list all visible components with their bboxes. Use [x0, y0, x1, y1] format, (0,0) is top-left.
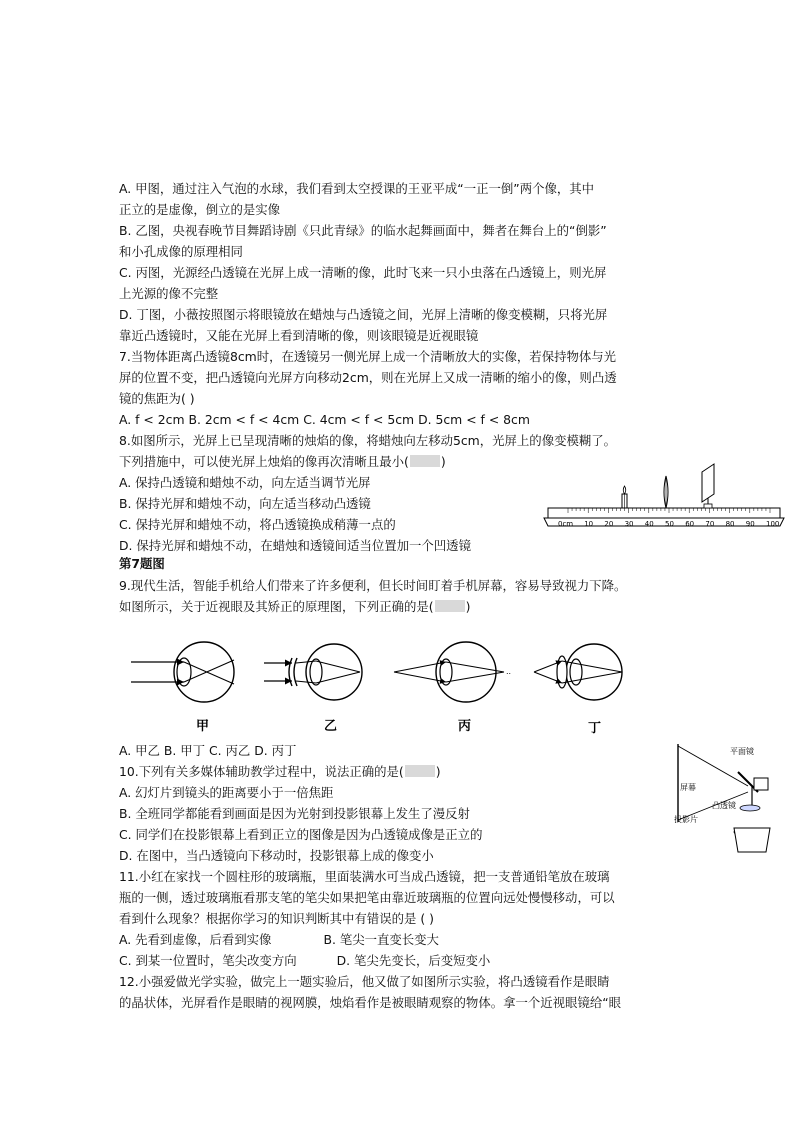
eye-diagram-bing: [394, 642, 511, 734]
q12-stem-line2: 的晶状体，光屏看作是眼睛的视网膜，烛焰看作是被眼睛观察的物体。拿一个近视眼镜给“眼: [119, 995, 622, 1010]
eye-diagram-ding: [534, 644, 622, 736]
q6-option-a-line2: 正立的是虚像，倒立的是实像: [119, 202, 281, 217]
projector-figure: [672, 742, 784, 854]
q11-stem-line3: 看到什么现象？根据你学习的知识判断其中有错误的是 ( ): [119, 911, 434, 926]
q12-stem-line1: 12.小强爱做光学实验，做完上一题实验后，他又做了如图所示实验，将凸透镜看作是眼睛: [119, 974, 610, 989]
ruler-tick-label: 30: [624, 520, 634, 528]
optical-bench-figure: [538, 456, 790, 534]
eye-diagrams-figure: [126, 632, 646, 740]
label-slide: 投影片: [674, 815, 698, 824]
q11-option-c: C. 到某一位置时，笔尖改变方向: [119, 953, 297, 968]
label-screen: 屏幕: [680, 783, 696, 792]
q11-option-a: A. 先看到虚像，后看到实像: [119, 932, 272, 947]
convex-lens-icon: [664, 476, 668, 508]
eye-diagram-yi: [264, 644, 362, 734]
light-screen-icon: [702, 464, 714, 508]
q11-stem-line2: 瓶的一侧，透过玻璃瓶看那支笔的笔尖如果把笔由靠近玻璃瓶的位置向远处慢慢移动，可以: [119, 890, 615, 905]
q6-option-c-line1: C. 丙图，光源经凸透镜在光屏上成一清晰的像，此时飞来一只小虫落在凸透镜上，则光屏: [119, 265, 607, 280]
q8-option-b: B. 保持光屏和蜡烛不动，向左适当移动凸透镜: [119, 496, 371, 511]
q11-options-cd: [119, 953, 490, 969]
label-jia: 甲: [196, 719, 210, 734]
q6-option-b-line1: B. 乙图，央视春晚节目舞蹈诗剧《只此青绿》的临水起舞画面中，舞者在舞台上的“倒影”: [119, 223, 607, 238]
label-ding: 丁: [588, 721, 602, 736]
ruler-tick-label: 90: [745, 520, 755, 528]
ruler-tick-label: 10: [584, 520, 594, 528]
label-bing: 丙: [458, 719, 472, 734]
q6-option-d-line2: 靠近凸透镜时，又能在光屏上看到清晰的像，则该眼镜是近视眼镜: [119, 328, 479, 343]
ruler-unit-label: 0cm: [558, 520, 574, 528]
q8-stem-close: ): [440, 454, 446, 469]
q10-option-d: D. 在图中，当凸透镜向下移动时，投影银幕上成的像变小: [119, 848, 434, 863]
q11-option-d: D. 笔尖先变长，后变短变小: [336, 953, 491, 968]
q9-stem-close: ): [465, 599, 471, 614]
q9-stem-text: 如图所示，关于近视眼及其矫正的原理图，下列正确的是(: [119, 599, 434, 614]
q10-stem-text: 10.下列有关多媒体辅助教学过程中，说法正确的是(: [119, 764, 404, 779]
label-mirror: 平面镜: [730, 747, 754, 756]
ruler-tick-label: 60: [685, 520, 695, 528]
q9-answer-blank: [435, 600, 465, 612]
q7-stem-line1: 7.当物体距离凸透镜8cm时，在透镜另一侧光屏上成一个清晰放大的实像，若保持物体与光: [119, 349, 617, 364]
ruler-tick-label: 40: [644, 520, 654, 528]
eye-diagram-jia: [131, 642, 234, 734]
q10-option-c: C. 同学们在投影银幕上看到正立的图像是因为凸透镜成像是正立的: [119, 827, 483, 842]
q10-answer-blank: [405, 765, 435, 777]
q8-option-a: A. 保持凸透镜和蜡烛不动，向左适当调节光屏: [119, 475, 371, 490]
candle-icon: [622, 486, 627, 508]
q9-stem-line2: [119, 599, 470, 615]
q10-stem: [119, 764, 441, 780]
q7-stem-line2: 屏的位置不变，把凸透镜向光屏方向移动2cm，则在光屏上又成一清晰的缩小的像，则凸透: [119, 370, 617, 385]
q8-option-c: C. 保持光屏和蜡烛不动，将凸透镜换成稍薄一点的: [119, 517, 396, 532]
q9-stem-line1: 9.现代生活，智能手机给人们带来了许多便利，但长时间盯着手机屏幕，容易导致视力下降。: [119, 578, 627, 593]
label-lens: 凸透镜: [712, 801, 736, 810]
ruler-tick-label: 50: [665, 520, 674, 528]
q8-stem-text: 下列措施中，可以使光屏上烛焰的像再次清晰且最小(: [119, 454, 409, 469]
q7-stem-line3: 镜的焦距为( ): [119, 391, 195, 406]
q11-option-b: B. 笔尖一直变长变大: [323, 932, 439, 947]
ruler-tick-label: 80: [725, 520, 735, 528]
q8-stem-line2: [119, 454, 446, 470]
q8-option-d: D. 保持光屏和蜡烛不动，在蜡烛和透镜间适当位置加一个凹透镜: [119, 538, 471, 553]
q6-option-b-line2: 和小孔成像的原理相同: [119, 244, 243, 259]
q8-answer-blank: [410, 455, 440, 467]
q6-option-a-line1: A. 甲图，通过注入气泡的水球，我们看到太空授课的王亚平成“一正一倒”两个像，其中: [119, 181, 595, 196]
label-yi: 乙: [324, 719, 338, 734]
q10-option-b: B. 全班同学都能看到画面是因为光射到投影银幕上发生了漫反射: [119, 806, 470, 821]
q10-stem-close: ): [435, 764, 441, 779]
q11-options-ab: [119, 932, 439, 948]
q9-options: A. 甲乙 B. 甲丁 C. 丙乙 D. 丙丁: [119, 743, 297, 758]
svg-text:..: ..: [506, 667, 512, 676]
q10-option-a: A. 幻灯片到镜头的距离要小于一倍焦距: [119, 785, 334, 800]
ruler-tick-label: 70: [705, 520, 715, 528]
q6-option-c-line2: 上光源的像不完整: [119, 286, 219, 301]
ruler-tick-label: 100: [766, 520, 780, 528]
q7-options: A. f < 2cm B. 2cm < f < 4cm C. 4cm < f < 5cm D. 5cm < f < 8cm: [119, 412, 530, 427]
q11-stem-line1: 11.小红在家找一个圆柱形的玻璃瓶，里面装满水可当成凸透镜，把一支普通铅笔放在玻璃: [119, 869, 610, 884]
ruler-tick-label: 20: [604, 520, 614, 528]
q8-stem-line1: 8.如图所示，光屏上已呈现清晰的烛焰的像，将蜡烛向左移动5cm，光屏上的像变模糊了。: [119, 433, 617, 448]
q8-figure-title: 第7题图: [119, 556, 165, 571]
q6-option-d-line1: D. 丁图，小薇按照图示将眼镜放在蜡烛与凸透镜之间，光屏上清晰的像变模糊，只将光屏: [119, 307, 608, 322]
